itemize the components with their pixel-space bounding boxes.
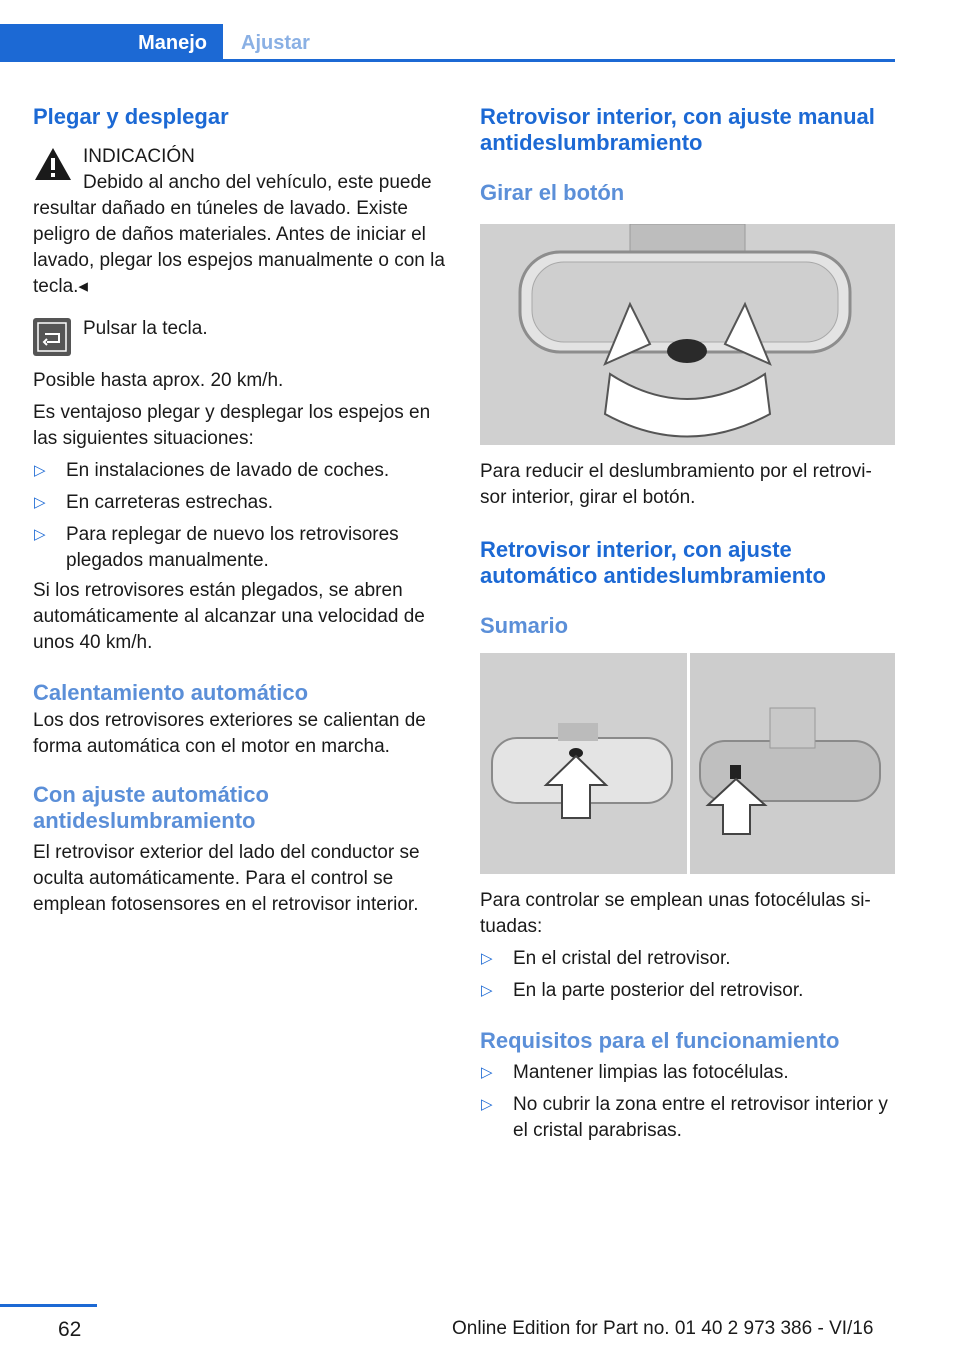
list-item: ▷ En instalaciones de lavado de coches.: [33, 458, 447, 484]
heading-manual-mirror: Retrovisor interior, con ajuste manual antideslumbramiento: [480, 104, 875, 155]
left-column: [33, 100, 447, 918]
page-number: 62: [58, 1318, 82, 1341]
note-text: Debido al ancho del vehículo, este puede resultar dañado en túneles de lavado. Existe peligro de daños materiales. Antes de iniciar el lavado, plegar los espejos manualmente o con la tecla.◂: [33, 172, 445, 297]
list-item: ▷ En el cristal del retrovisor.: [480, 946, 895, 972]
list-item: ▷ No cubrir la zona entre el retrovisor interior y el cristal parabrisas.: [481, 1094, 888, 1141]
edition-text: Online Edition for Part no. 01 40 2 973 386 - VI/16: [452, 1318, 874, 1339]
list-item: ▷ En la parte posterior del retrovisor.: [480, 978, 895, 1004]
triangle-bullet-icon: ▷: [481, 950, 493, 967]
list-item: ▷ Para replegar de nuevo los retrovisores plegados manualmente.: [34, 524, 399, 571]
footer-divider: [0, 1304, 97, 1307]
tab-ajustar[interactable]: Ajustar: [241, 31, 310, 54]
tab-manejo[interactable]: Manejo: [0, 24, 223, 62]
triangle-bullet-icon: ▷: [34, 526, 46, 543]
list-item: ▷ En carreteras estrechas.: [33, 490, 447, 516]
rearview-mirror-knob-illustration: [480, 224, 895, 445]
triangle-bullet-icon: ▷: [481, 1096, 493, 1113]
list-item: ▷ Mantener limpias las fotocélulas.: [480, 1060, 895, 1086]
speed-text: Posible hasta aprox. 20 km/h.: [33, 370, 284, 391]
photocell-locations-illustration: [480, 653, 895, 874]
heating-text: Los dos retrovisores exteriores se calientan de forma automática con el motor en marcha.: [33, 710, 426, 757]
heading-summary: Sumario: [480, 613, 569, 638]
heading-fold: Plegar y desplegar: [33, 104, 229, 129]
auto-dimming-text: El retrovisor exterior del lado del conductor se oculta automáticamente. Para el control se emplean fotosensores en el retrovisor interior.: [33, 842, 420, 915]
photocell-list: [480, 946, 895, 1004]
fold-situations-list: [33, 458, 447, 574]
heading-turn-knob: Girar el botón: [480, 180, 625, 205]
top-nav: [0, 0, 960, 62]
top-divider: [223, 59, 895, 62]
heading-requirements: Requisitos para el funcionamiento: [480, 1028, 840, 1053]
manual-mirror-image: [480, 224, 895, 445]
note-title: INDICACIÓN: [83, 146, 195, 167]
triangle-bullet-icon: ▷: [34, 462, 46, 479]
warning-triangle-icon: [33, 146, 73, 182]
triangle-bullet-icon: ▷: [481, 982, 493, 999]
heading-heating: Calentamiento automático: [33, 680, 309, 705]
turn-knob-text: Para reducir el deslumbramiento por el retrovi‐ sor interior, girar el botón.: [480, 461, 872, 508]
auto-mirror-image: [480, 653, 895, 874]
requirements-list: [480, 1060, 895, 1144]
press-button-row: [33, 314, 447, 358]
triangle-bullet-icon: ▷: [481, 1064, 493, 1081]
photocell-text: Para controlar se emplean unas fotocélulas si‐ tuadas:: [480, 890, 871, 937]
heading-auto-mirror: Retrovisor interior, con ajuste automático antideslumbramiento: [480, 537, 826, 588]
unfold-text: Si los retrovisores están plegados, se abren automáticamente al alcanzar una velocidad de unos 40 km/h.: [33, 580, 425, 653]
mirror-fold-button-icon: [33, 318, 71, 356]
heading-auto-dimming: Con ajuste automático antideslumbramiento: [33, 782, 269, 833]
triangle-bullet-icon: ▷: [34, 494, 46, 511]
advantage-text: Es ventajoso plegar y desplegar los espejos en las siguientes situaciones:: [33, 402, 431, 449]
right-column: [480, 100, 895, 1144]
warning-note: [33, 144, 447, 170]
press-button-text: Pulsar la tecla.: [83, 318, 208, 339]
